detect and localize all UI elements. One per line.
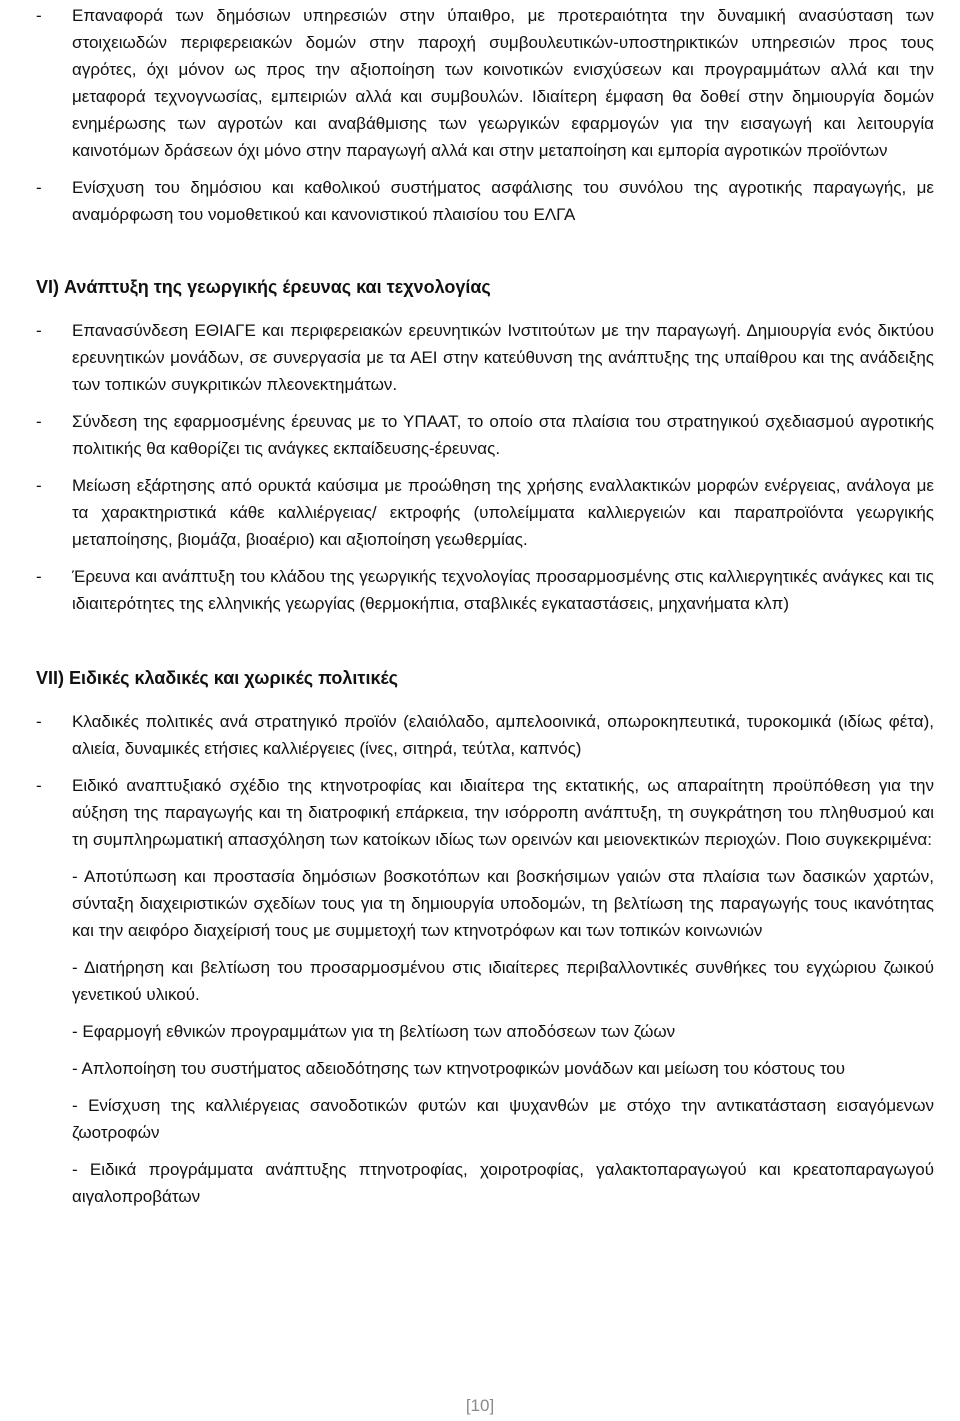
- bullet-text: Σύνδεση της εφαρμοσμένης έρευνας με το ΥΠΑΑΤ, το οποίο στα πλαίσια του στρατηγικού σχεδιασμού αγροτικής πολιτικής θα καθορίζει τις ανάγκες εκπαίδευσης-έρευνας.: [72, 412, 934, 458]
- sub-list-item: - Ενίσχυση της καλλιέργειας σανοδοτικών φυτών και ψυχανθών με στόχο την αντικατάσταση εισαγόμενων ζωοτροφών: [72, 1096, 934, 1142]
- bullet-text: Έρευνα και ανάπτυξη του κλάδου της γεωργικής τεχνολογίας προσαρμοσμένης στις καλλιεργητικές ανάγκες και τις ιδιαιτερότητες της ελληνικής γεωργίας (θερμοκήπια, σταβλικές εγκαταστάσεις, μηχανήματα κλπ): [72, 567, 934, 613]
- bullet-dash: -: [36, 776, 42, 795]
- page-number: [10]: [465, 1396, 495, 1415]
- bullet-dash: -: [36, 412, 42, 431]
- list-item: [36, 708, 934, 762]
- list-item: [36, 563, 934, 617]
- bullet-text: Κλαδικές πολιτικές ανά στρατηγικό προϊόν (ελαιόλαδο, αμπελοοινικά, οπωροκηπευτικά, τυροκομικά (ιδίως φέτα), αλιεία, δυναμικές ετήσιες καλλιέργειες (ίνες, σιτηρά, τεύτλα, καπνός): [72, 712, 934, 758]
- sub-list-item: - Απλοποίηση του συστήματος αδειοδότησης των κτηνοτροφικών μονάδων και μείωση του κόστους του: [72, 1059, 846, 1078]
- bullet-text: Επαναφορά των δημόσιων υπηρεσιών στην ύπαιθρο, με προτεραιότητα την δυναμική ανασύσταση των στοιχειωδών περιφερειακών δομών στην παροχή συμβουλευτικών-υποστηρικτικών υπηρεσιών προς τους αγρότες, όχι μόνον ως προς την αξιοποίηση των κοινοτικών ενισχύσεων και προγραμμάτων αλλά και την μεταφορά τεχνογνωσίας, εμπειριών αλλά και συμβουλών. Ιδιαίτερη έμφαση θα δοθεί στην δημιουργία δομών ενημέρωσης των αγροτών και αναβάθμισης των γεωργικών εφαρμογών για την εισαγωγή και λειτουργία καινοτόμων δράσεων όχι μόνο στην παραγωγή αλλά και στην μεταποίηση και εμπορία αγροτικών προϊόντων: [72, 6, 934, 160]
- list-item: [36, 408, 934, 462]
- list-item: [36, 772, 934, 853]
- bullet-dash: -: [36, 567, 42, 586]
- bullet-text: Μείωση εξάρτησης από ορυκτά καύσιμα με προώθηση της χρήσης εναλλακτικών μορφών ενέργειας, ανάλογα με τα χαρακτηριστικά κάθε καλλιέργειας/ εκτροφής (υπολείμματα καλλιεργειών και παραπροϊόντα γεωργικής μεταποίησης, βιομάζα, βιοαέριο) και αξιοποίηση γεωθερμίας.: [72, 476, 934, 549]
- sub-list-item: - Αποτύπωση και προστασία δημόσιων βοσκοτόπων και βοσκήσιμων γαιών στα πλαίσια των δασικών χαρτών, σύνταξη διαχειριστικών σχεδίων τους για τη δημιουργία υποδομών, τη βελτίωση της παραγωγής τους ικανότητας και την αειφόρο διαχείρισή τους με συμμετοχή των κτηνοτρόφων και των τοπικών κοινωνιών: [72, 867, 934, 940]
- list-item: [36, 472, 934, 553]
- bullet-text: Επανασύνδεση ΕΘΙΑΓΕ και περιφερειακών ερευνητικών Ινστιτούτων με την παραγωγή. Δημιουργία ενός δικτύου ερευνητικών μονάδων, σε συνεργασία με τα ΑΕΙ στην κατεύθυνση της ανάπτυξης της υπαίθρου και της ανάδειξης των τοπικών συγκριτικών πλεονεκτημάτων.: [72, 321, 934, 394]
- bullet-dash: -: [36, 712, 42, 731]
- sub-list-item: - Εφαρμογή εθνικών προγραμμάτων για τη βελτίωση των αποδόσεων των ζώων: [72, 1022, 676, 1041]
- sub-list-item: - Ειδικά προγράμματα ανάπτυξης πτηνοτροφίας, χοιροτροφίας, γαλακτοπαραγωγού και κρεατοπαραγωγού αιγαλοπροβάτων: [72, 1160, 934, 1206]
- bullet-dash: -: [36, 321, 42, 340]
- sub-list-item: - Διατήρηση και βελτίωση του προσαρμοσμένου στις ιδιαίτερες περιβαλλοντικές συνθήκες του εγχώριου ζωικού γενετικού υλικού.: [72, 958, 934, 1004]
- list-item: [36, 317, 934, 398]
- bullet-dash: -: [36, 476, 42, 495]
- section-heading-vii: VII) Ειδικές κλαδικές και χωρικές πολιτικές: [36, 668, 398, 688]
- bullet-text: Ειδικό αναπτυξιακό σχέδιο της κτηνοτροφίας και ιδιαίτερα της εκτατικής, ως απαραίτητη προϋπόθεση για την αύξηση της παραγωγής και τη διατροφική επάρκεια, την ισόρροπη ανάπτυξη, τη συγκράτηση του πληθυσμού και τη συμπληρωματική απασχόληση των κατοίκων ιδίως των ορεινών και μειονεκτικών περιοχών. Ποιο συγκεκριμένα:: [72, 776, 934, 849]
- spacer: [36, 627, 934, 665]
- list-item: [36, 174, 934, 228]
- spacer: [36, 238, 934, 274]
- bullet-dash: -: [36, 6, 42, 25]
- section-heading-vi: VI) Ανάπτυξη της γεωργικής έρευνας και τεχνολογίας: [36, 277, 491, 297]
- bullet-dash: -: [36, 178, 42, 197]
- list-item: [36, 2, 934, 164]
- bullet-text: Ενίσχυση του δημόσιου και καθολικού συστήματος ασφάλισης του συνόλου της αγροτικής παραγωγής, με αναμόρφωση του νομοθετικού και κανονιστικού πλαισίου του ΕΛΓΑ: [72, 178, 934, 224]
